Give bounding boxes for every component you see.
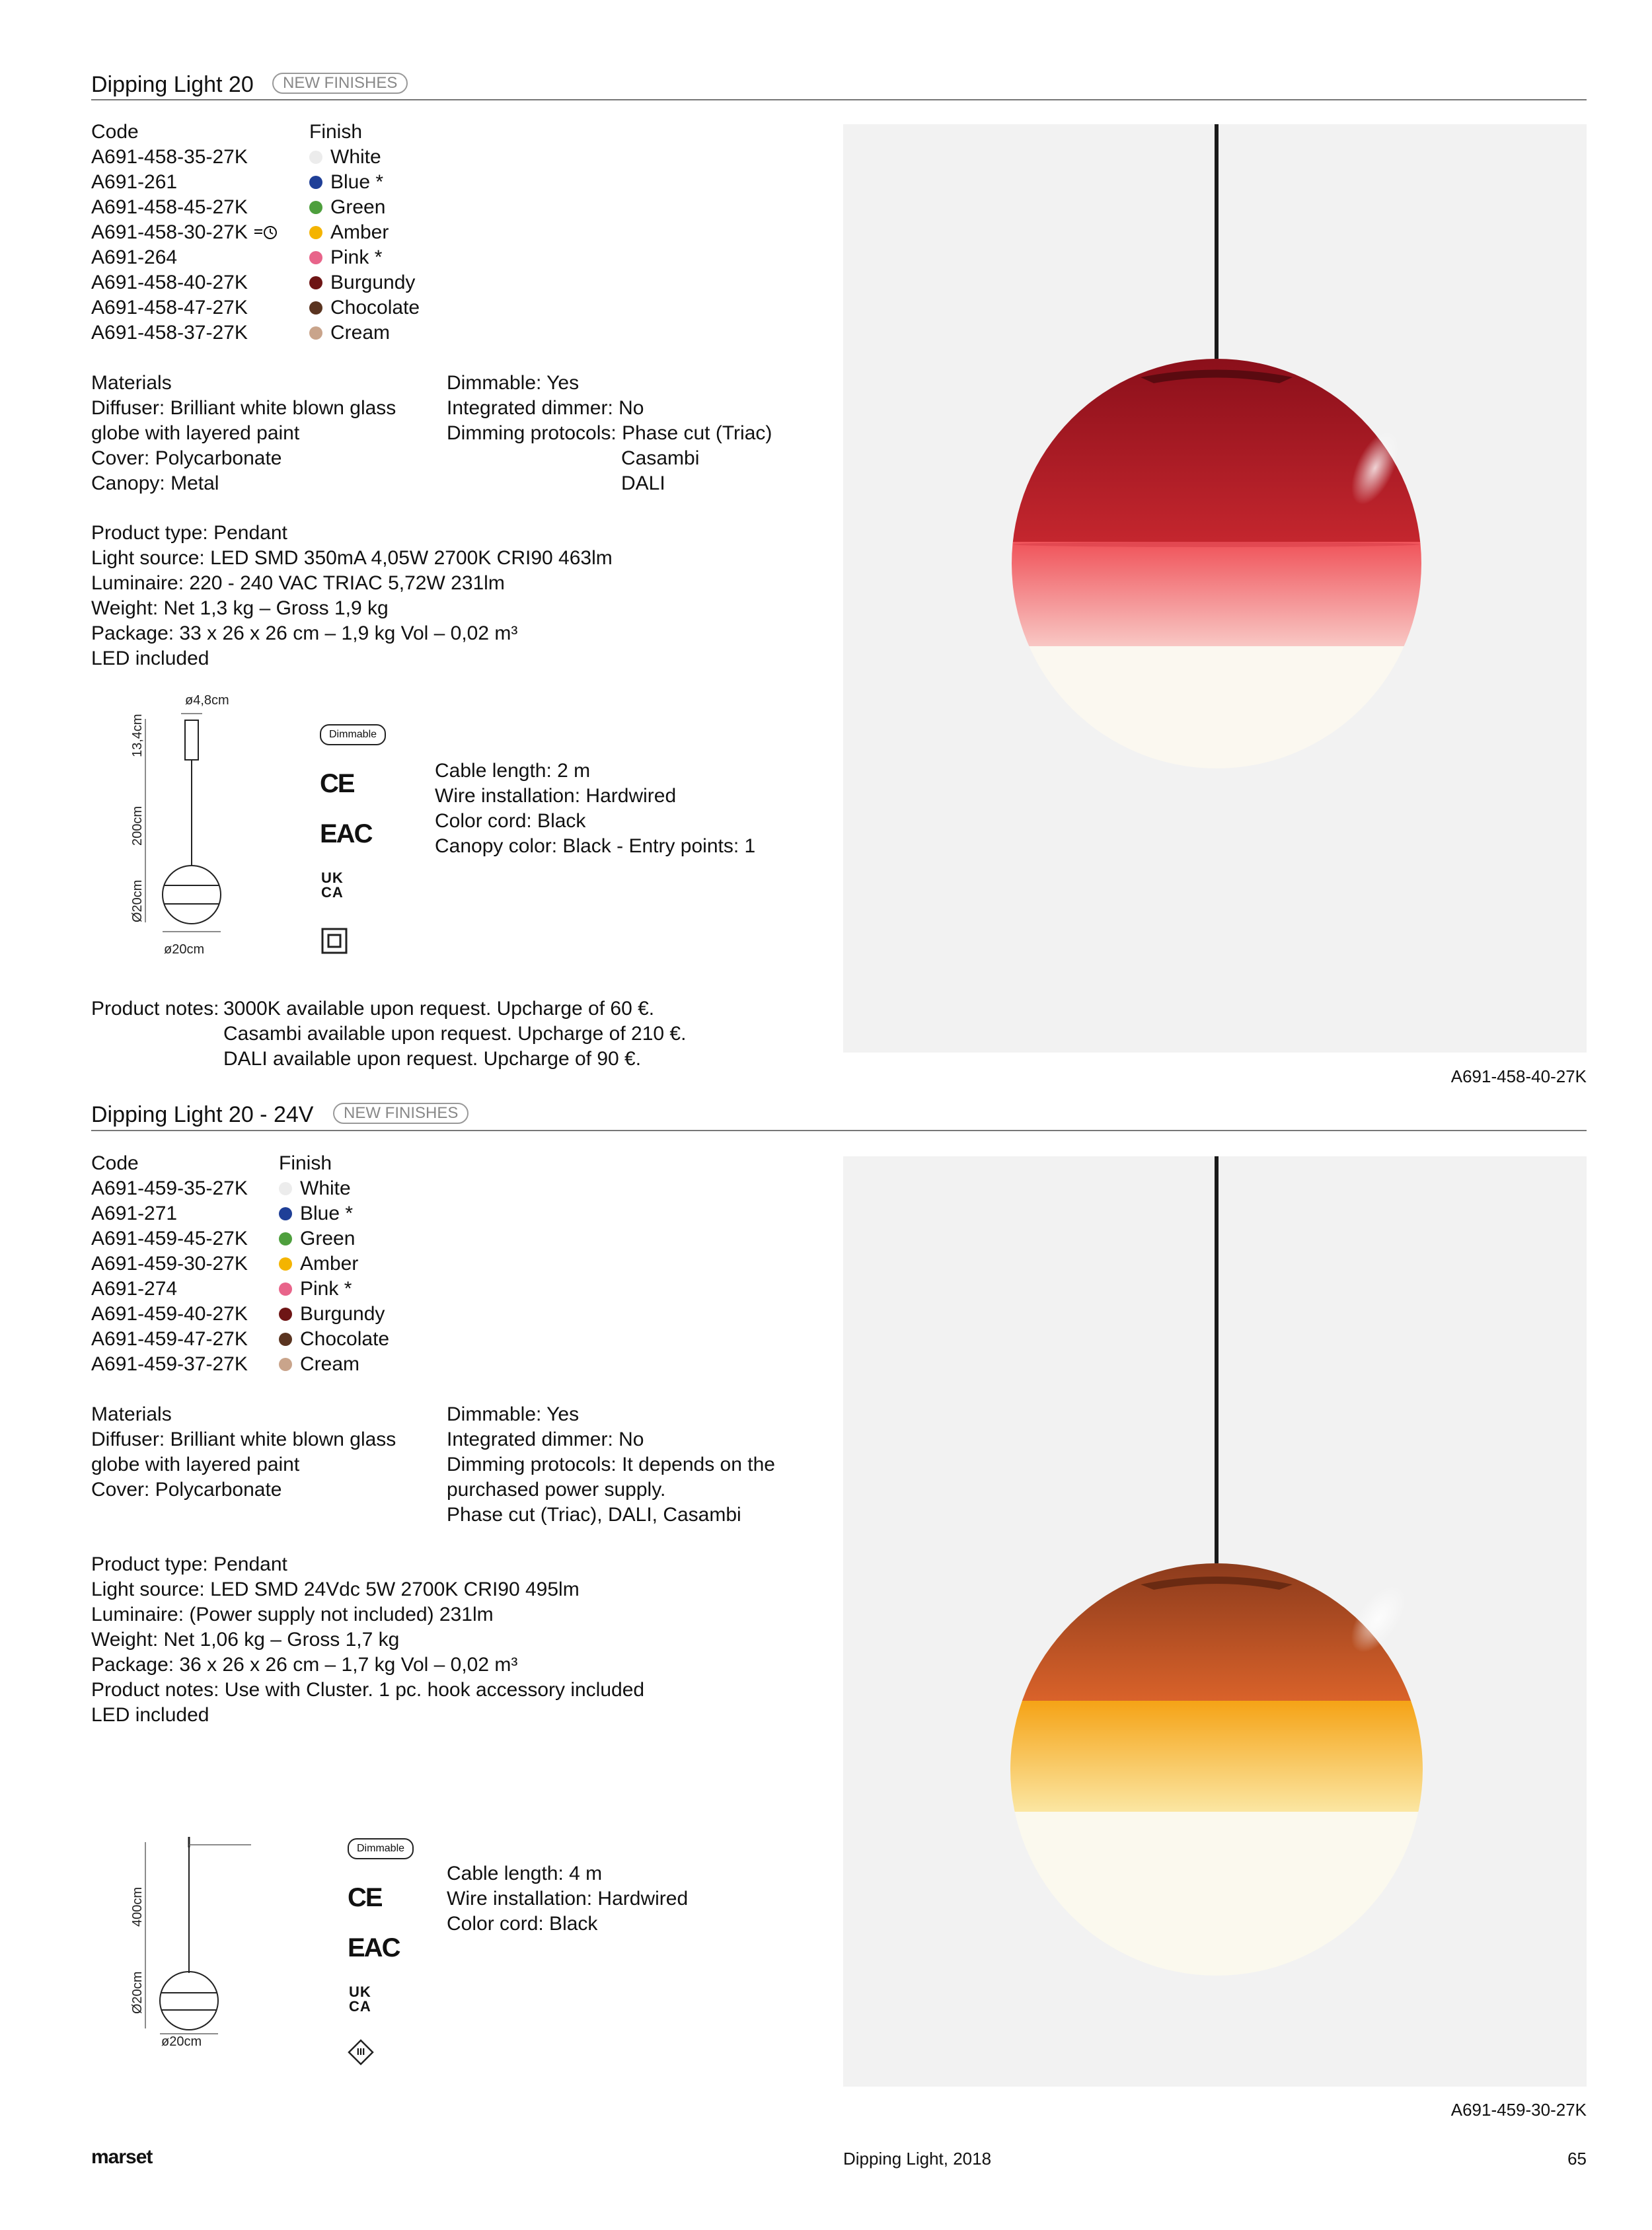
section2-badge: NEW FINISHES <box>333 1103 469 1124</box>
white-swatch-icon <box>279 1182 292 1195</box>
dimming-line: Dimming protocols: It depends on the <box>447 1454 775 1475</box>
globe-width-label: ø20cm <box>161 2034 202 2049</box>
ukca-mark-icon: UK CA <box>349 1984 371 2015</box>
section1-notes <box>223 996 686 1072</box>
blue-swatch-icon <box>279 1207 292 1220</box>
dimming-line: purchased power supply. <box>447 1479 666 1501</box>
install-line: Cable length: 4 m <box>447 1863 603 1884</box>
materials-line: Diffuser: Brilliant white blown glass <box>91 1429 396 1450</box>
globe-height-label: Ø20cm <box>130 1971 145 2014</box>
code-cell: A691-458-45-27K <box>91 196 248 218</box>
finish-item: Blue * <box>279 1201 389 1226</box>
section2-dimension-drawing <box>126 1830 258 2035</box>
globe-width-label: ø20cm <box>164 942 205 957</box>
materials-line: Diffuser: Brilliant white blown glass <box>91 397 396 419</box>
cream-swatch-icon <box>279 1358 292 1371</box>
finish-item: Chocolate <box>309 295 420 320</box>
section2-installation <box>447 1861 688 1937</box>
code-cell: A691-458-40-27K <box>91 272 248 293</box>
ukca-mark-icon: UK CA <box>321 870 344 901</box>
amber-swatch-icon <box>279 1257 292 1271</box>
code-cell: A691-264 <box>91 246 178 268</box>
finish-item: Green <box>279 1226 389 1251</box>
section2-divider <box>91 1130 1587 1131</box>
green-swatch-icon <box>309 201 322 214</box>
dimming-line: Dimmable: Yes <box>447 372 580 394</box>
photo2-caption: A691-459-30-27K <box>1450 2100 1587 2120</box>
class-ii-double-insulation-icon <box>321 928 348 954</box>
finish-item: Cream <box>309 320 420 346</box>
code-cell: A691-459-45-27K <box>91 1228 248 1249</box>
code-cell-with-icon <box>91 220 280 245</box>
install-line: Wire installation: Hardwired <box>447 1888 689 1910</box>
spec-line: LED included <box>91 648 209 669</box>
burgundy-swatch-icon <box>279 1308 292 1321</box>
install-line: Color cord: Black <box>435 810 586 832</box>
note-line: Casambi available upon request. Upcharge of 210 €. <box>223 1023 687 1045</box>
install-line: Canopy color: Black - Entry points: 1 <box>435 835 756 857</box>
section2-materials <box>91 1402 396 1503</box>
finish-item: Burgundy <box>309 270 420 295</box>
dimming-line: Integrated dimmer: No <box>447 397 644 419</box>
code-cell: A691-459-30-27K <box>91 1253 248 1275</box>
spec-line: Weight: Net 1,06 kg – Gross 1,7 kg <box>91 1629 400 1651</box>
dimming-line: Dimmable: Yes <box>447 1403 580 1425</box>
canopy-height-label: 13,4cm <box>130 714 145 757</box>
section1-materials <box>91 371 396 496</box>
finish-header: Finish <box>309 121 363 143</box>
finish-item: Green <box>309 195 420 220</box>
note-line: 3000K available upon request. Upcharge of 60 €. <box>223 998 655 1020</box>
section1-installation <box>435 759 755 859</box>
dimming-line: Phase cut (Triac), DALI, Casambi <box>447 1504 741 1526</box>
chocolate-swatch-icon <box>279 1333 292 1346</box>
ce-mark-icon: CE <box>320 769 354 798</box>
product-photo-burgundy <box>843 124 1587 1053</box>
pendant-lamp-amber-image <box>843 1156 1587 2087</box>
code-cell: A691-459-40-27K <box>91 1303 248 1325</box>
code-cell: A691-459-47-27K <box>91 1328 248 1350</box>
blue-swatch-icon <box>309 176 322 189</box>
code-cell: A691-261 <box>91 171 178 193</box>
section1-finish-column <box>309 120 420 346</box>
product-photo-amber <box>843 1156 1587 2087</box>
materials-line: Cover: Polycarbonate <box>91 1479 282 1501</box>
section1-title: Dipping Light 20 <box>91 72 254 97</box>
finish-item: Blue * <box>309 170 420 195</box>
pink-swatch-icon <box>279 1282 292 1296</box>
finish-item: Amber <box>309 220 420 245</box>
materials-heading: Materials <box>91 372 172 394</box>
section1-notes-label: Product notes: <box>91 998 219 1020</box>
materials-line: Cover: Polycarbonate <box>91 447 282 469</box>
install-line: Color cord: Black <box>447 1913 598 1935</box>
finish-header: Finish <box>279 1152 332 1174</box>
materials-line: Canopy: Metal <box>91 472 219 494</box>
pendant-lamp-burgundy-image <box>843 124 1587 1053</box>
discontinued-clock-icon <box>253 224 280 241</box>
section2-dimming <box>447 1402 775 1528</box>
spec-line: Light source: LED SMD 24Vdc 5W 2700K CRI90 495lm <box>91 1579 580 1600</box>
brand-logo: marset <box>91 2146 153 2168</box>
section1-badge: NEW FINISHES <box>272 73 408 94</box>
section2-title: Dipping Light 20 - 24V <box>91 1102 314 1127</box>
install-line: Wire installation: Hardwired <box>435 785 677 807</box>
dimming-protocol: DALI <box>621 472 665 494</box>
finish-item: White <box>309 145 420 170</box>
cable-length-label: 200cm <box>130 805 145 846</box>
spec-line: Luminaire: 220 - 240 VAC TRIAC 5,72W 231lm <box>91 572 505 594</box>
code-cell: A691-459-37-27K <box>91 1353 248 1375</box>
amber-swatch-icon <box>309 226 322 239</box>
ce-mark-icon: CE <box>348 1883 382 1912</box>
section2-specs <box>91 1552 644 1728</box>
dimmable-badge: Dimmable <box>320 724 386 745</box>
class-iii-safety-icon: III <box>348 2039 374 2065</box>
section2-code-column <box>91 1151 248 1377</box>
code-cell: A691-274 <box>91 1278 178 1300</box>
globe-height-label: Ø20cm <box>130 879 145 922</box>
finish-item: Cream <box>279 1352 389 1377</box>
section2-finish-column <box>279 1151 389 1377</box>
canopy-width-label: ø4,8cm <box>185 693 229 708</box>
code-cell: A691-458-47-27K <box>91 297 248 318</box>
materials-line: globe with layered paint <box>91 1454 300 1475</box>
section1-dimming <box>447 371 772 496</box>
dimming-protocol: Casambi <box>621 447 700 469</box>
section1-specs <box>91 521 613 671</box>
spec-line: Luminaire: (Power supply not included) 231lm <box>91 1604 494 1625</box>
spec-line: Package: 36 x 26 x 26 cm – 1,7 kg Vol – 0,02 m³ <box>91 1654 518 1676</box>
footer-catalog-title: Dipping Light, 2018 <box>843 2149 992 2169</box>
finish-item: Amber <box>279 1251 389 1277</box>
section1-divider <box>91 99 1587 100</box>
burgundy-swatch-icon <box>309 276 322 289</box>
code-cell: A691-458-30-27K <box>91 221 248 243</box>
eac-mark-icon: EAC <box>320 819 372 848</box>
photo1-caption: A691-458-40-27K <box>1450 1066 1587 1086</box>
code-cell: A691-459-35-27K <box>91 1177 248 1199</box>
finish-item: Chocolate <box>279 1327 389 1352</box>
dimmable-badge: Dimmable <box>348 1838 414 1859</box>
code-cell: A691-271 <box>91 1203 178 1224</box>
code-header: Code <box>91 121 139 143</box>
finish-item: Burgundy <box>279 1302 389 1327</box>
note-line: DALI available upon request. Upcharge of 90 €. <box>223 1048 642 1070</box>
page-number: 65 <box>1567 2149 1587 2169</box>
spec-line: Product type: Pendant <box>91 522 287 544</box>
spec-line: Product notes: Use with Cluster. 1 pc. hook accessory included <box>91 1679 645 1701</box>
finish-item: Pink * <box>279 1277 389 1302</box>
dimming-line: Dimming protocols: Phase cut (Triac) <box>447 422 772 444</box>
eac-mark-icon: EAC <box>348 1933 400 1962</box>
code-header: Code <box>91 1152 139 1174</box>
finish-item: Pink * <box>309 245 420 270</box>
chocolate-swatch-icon <box>309 301 322 315</box>
spec-line: Package: 33 x 26 x 26 cm – 1,9 kg Vol – 0,02 m³ <box>91 622 518 644</box>
install-line: Cable length: 2 m <box>435 760 591 782</box>
spec-line: LED included <box>91 1704 209 1726</box>
spec-line: Product type: Pendant <box>91 1553 287 1575</box>
finish-item: White <box>279 1176 389 1201</box>
white-swatch-icon <box>309 151 322 164</box>
dimming-line: Integrated dimmer: No <box>447 1429 644 1450</box>
materials-heading: Materials <box>91 1403 172 1425</box>
spec-line: Weight: Net 1,3 kg – Gross 1,9 kg <box>91 597 389 619</box>
section1-code-column <box>91 120 280 346</box>
materials-line: globe with layered paint <box>91 422 300 444</box>
green-swatch-icon <box>279 1232 292 1245</box>
cream-swatch-icon <box>309 326 322 340</box>
spec-line: Light source: LED SMD 350mA 4,05W 2700K CRI90 463lm <box>91 547 613 569</box>
pink-swatch-icon <box>309 251 322 264</box>
code-cell: A691-458-35-27K <box>91 146 248 168</box>
cable-length-label: 400cm <box>130 1886 145 1927</box>
code-cell: A691-458-37-27K <box>91 322 248 344</box>
